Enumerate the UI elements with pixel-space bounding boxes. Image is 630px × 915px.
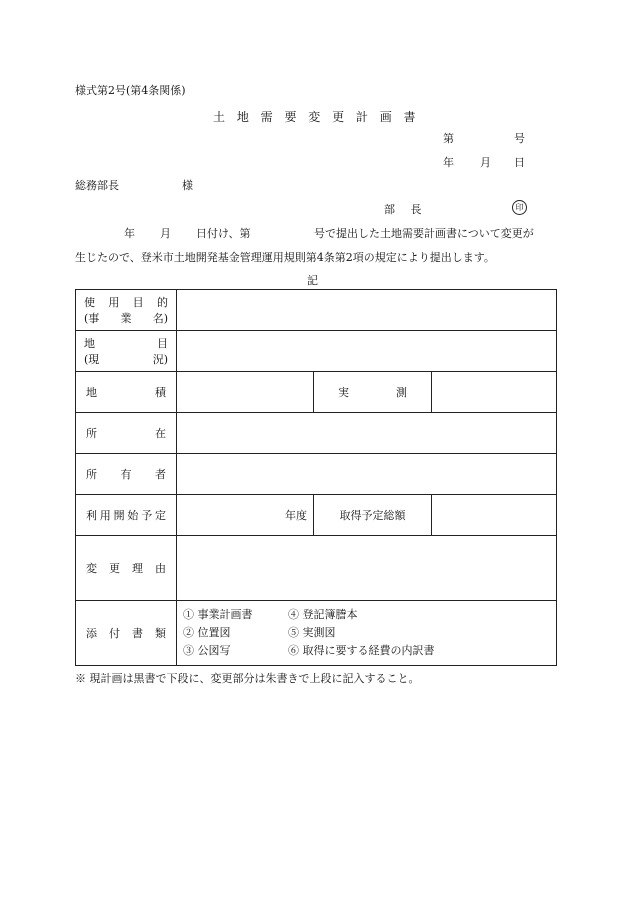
field-chimoku[interactable] xyxy=(177,331,557,372)
row-purpose xyxy=(76,290,557,331)
body-line1-rest: 号で提出した土地需要計画書について変更が xyxy=(314,227,534,240)
field-reason[interactable] xyxy=(177,536,557,601)
label-jissoku: 実 測 xyxy=(314,372,432,413)
field-owner[interactable] xyxy=(177,454,557,495)
row-reason xyxy=(76,536,557,601)
footnote: ※ 現計画は黒書で下段に、変更部分は朱書きで上段に記入すること。 xyxy=(75,672,420,685)
date-day: 日 xyxy=(514,156,525,169)
row-location xyxy=(76,413,557,454)
label-purpose: 使 用 目 的 (事 業 名) xyxy=(76,290,177,331)
form-table xyxy=(75,289,557,666)
date-year: 年 xyxy=(443,156,454,169)
row-start xyxy=(76,495,557,536)
list-item: ① 事業計画書 ④ 登記簿謄本 xyxy=(183,608,358,621)
row-chiseki xyxy=(76,372,557,413)
seal-mark xyxy=(512,200,527,215)
applicant-title: 部 長 xyxy=(384,203,428,216)
body-year: 年 xyxy=(124,227,135,240)
label-attachments: 添 付 書 類 xyxy=(76,601,177,666)
label-start: 利 用 開 始 予 定 xyxy=(76,495,177,536)
nendo-suffix: 年度 xyxy=(285,509,307,522)
label-owner: 所 有 者 xyxy=(76,454,177,495)
body-month: 月 xyxy=(160,227,171,240)
date-month: 月 xyxy=(480,156,491,169)
row-attachments xyxy=(76,601,557,666)
label-location: 所 在 xyxy=(76,413,177,454)
field-purpose[interactable] xyxy=(177,290,557,331)
list-item: ② 位置図 ⑤ 実測図 xyxy=(183,626,336,639)
body-line2: 生じたので、登米市土地開発基金管理運用規則第4条第2項の規定により提出します。 xyxy=(75,251,495,264)
attachments-list xyxy=(177,601,557,666)
label-reason: 変 更 理 由 xyxy=(76,536,177,601)
number-go: 号 xyxy=(514,132,525,145)
field-acq-total[interactable] xyxy=(432,495,557,536)
ki-heading: 記 xyxy=(307,274,318,287)
addressee: 総務部長 xyxy=(75,179,119,192)
field-chiseki[interactable] xyxy=(177,372,314,413)
body-day-number: 日付け、第 xyxy=(196,227,251,240)
field-jissoku[interactable] xyxy=(432,372,557,413)
addressee-honorific: 様 xyxy=(182,179,193,192)
row-owner xyxy=(76,454,557,495)
label-acq-total: 取得予定総額 xyxy=(314,495,432,536)
label-chiseki: 地 積 xyxy=(76,372,177,413)
form-number: 様式第2号(第4条関係) xyxy=(75,84,186,97)
list-item: ③ 公図写 ⑥ 取得に要する経費の内訳書 xyxy=(183,644,435,657)
field-start-year[interactable] xyxy=(177,495,314,536)
row-chimoku xyxy=(76,331,557,372)
field-location[interactable] xyxy=(177,413,557,454)
document-title: 土 地 需 要 変 更 計 画 書 xyxy=(213,110,420,124)
label-chimoku: 地 目 (現 況) xyxy=(76,331,177,372)
seal-icon: 印 xyxy=(512,200,527,215)
number-dai: 第 xyxy=(443,132,454,145)
